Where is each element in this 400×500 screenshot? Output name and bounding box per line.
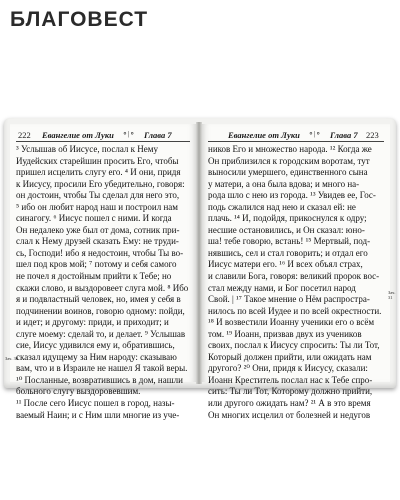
text-line: к Иисусу, просили Его убедительно, говоря: — [16, 178, 185, 189]
text-line: сить: Ты ли Тот, Которому должно прийти, — [208, 386, 373, 397]
text-line: Он многих исцелил от болезней и недугов — [208, 409, 371, 420]
left-margin-note: Зач. 30 — [5, 356, 19, 361]
text-line: Свой. | ¹⁷ Такое мнение о Нём распростра- — [208, 294, 370, 305]
right-ornament: ⚬|⚬ — [308, 130, 322, 138]
left-running-title: Евангелие от Луки — [42, 130, 114, 140]
text-line: ¹⁰ Посланные, возвратившись в дом, нашли — [16, 374, 183, 385]
text-line: плачь. ¹⁴ И, подойдя, прикоснулся к одру; — [208, 213, 367, 224]
text-line: подчинении воинов, говорю одному: пойди, — [16, 305, 185, 316]
text-line: шел под кров мой; ⁷ потому и себя самого — [16, 259, 177, 270]
text-line: своих, послал к Иисусу спросить: Ты ли Тот, — [208, 340, 380, 351]
right-page-text — [208, 144, 386, 421]
text-line: нилось по всей Иудее и по всей окрестности. — [208, 305, 382, 316]
text-line: у матери, а она была вдова; и много на- — [208, 178, 360, 189]
text-line: Иоанн Креститель послал нас к Тебе спро- — [208, 374, 373, 385]
right-page-number: 223 — [366, 130, 379, 140]
text-line: больного слугу выздоровевшим. — [16, 386, 141, 397]
text-line: сие, Иисус удивился ему и, обратившись, — [16, 340, 175, 351]
watermark: БЛАГОВЕСТ — [10, 8, 149, 31]
right-page-header — [208, 130, 384, 142]
text-line: ваемый Наин; и с Ним шли многие из уче- — [16, 409, 180, 420]
text-line: и славили Бога, говоря: великий пророк вос- — [208, 271, 380, 282]
text-line: я и подвластный человек, но, имея у себя в — [16, 294, 181, 305]
text-line: подь сжалился над нею и сказал ей: не — [208, 201, 356, 212]
left-page-number: 222 — [18, 130, 31, 140]
text-line: сь, Господи! ибо я недостоин, чтобы Ты во- — [16, 247, 184, 258]
text-line: вам, что и в Израиле не нашел Я такой веры. — [16, 363, 188, 374]
text-line: ³ Услышав об Иисусе, послал к Нему — [16, 144, 158, 154]
right-header-rule — [208, 141, 384, 142]
text-line: выносили умершего, единственного сына — [208, 167, 368, 178]
text-line: слал к Нему друзей сказать Ему: не труди- — [16, 236, 179, 247]
text-line: синагогу. ⁶ Иисус пошел с ними. И когда — [16, 213, 172, 224]
text-line: или другого ожидать нам? ²¹ А в это время — [208, 398, 371, 409]
text-line: ⁵ ибо он любит народ наш и построил нам — [16, 201, 178, 212]
text-line: Иудейских старейшин просить Его, чтобы — [16, 155, 179, 166]
right-chapter-label: Глава 7 — [330, 130, 358, 140]
right-page — [202, 124, 390, 420]
left-ornament: ⚬|⚬ — [122, 130, 136, 138]
text-line: стал между нами, и Бог посетил народ — [208, 282, 356, 293]
text-line: слуге моему: сделай то, и делает. ⁹ Услышав — [16, 328, 186, 339]
text-line: Который должен прийти, или ожидать нам — [208, 351, 372, 362]
text-line: рода шло с нею из города. ¹³ Увидев ее, Гос- — [208, 190, 376, 201]
text-line: Он недалеко уже был от дома, сотник при- — [16, 224, 180, 235]
right-running-title: Евангелие от Луки — [228, 130, 300, 140]
text-line: не почел я достойным прийти к Тебе; но — [16, 271, 172, 282]
text-line: нявшись, сел и стал говорить; и отдал его — [208, 247, 368, 258]
text-line: том. ¹⁹ Иоанн, призвав двух из учеников — [208, 328, 362, 339]
text-line: он достоин, чтобы Ты сделал для него это, — [16, 190, 180, 201]
text-line: ша! тебе говорю, встань! ¹⁵ Мертвый, под- — [208, 236, 371, 247]
text-line: ников Его и множество народа. ¹² Когда же — [208, 144, 372, 154]
left-chapter-label: Глава 7 — [144, 130, 172, 140]
text-line: пришел исцелить слугу его. ⁴ И они, придя — [16, 167, 181, 178]
text-line: ¹¹ После сего Иисус пошел в город, назы- — [16, 398, 175, 409]
text-line: скажи слово, и выздоровеет слуга мой. ⁸ Ибо — [16, 282, 189, 293]
text-line: Иисус матери его. ¹⁶ И всех объял страх, — [208, 259, 363, 270]
left-page — [10, 124, 196, 420]
text-line: Он приблизился к городским воротам, тут — [208, 155, 370, 166]
text-line: сказал идущему за Ним народу: сказываю — [16, 351, 177, 362]
text-line: несшие остановились, и Он сказал: юно- — [208, 224, 365, 235]
left-page-text — [16, 144, 192, 421]
text-line: и идет; и другому: приди, и приходит; и — [16, 317, 169, 328]
text-line: ¹⁸ И возвестили Иоанну ученики его о всём — [208, 317, 375, 328]
text-line: другого? ²⁰ Они, придя к Иисусу, сказали: — [208, 363, 368, 374]
open-book — [4, 118, 396, 420]
left-header-rule — [16, 141, 190, 142]
right-margin-note: Зач. 31 — [388, 290, 396, 300]
left-page-header — [16, 130, 190, 142]
